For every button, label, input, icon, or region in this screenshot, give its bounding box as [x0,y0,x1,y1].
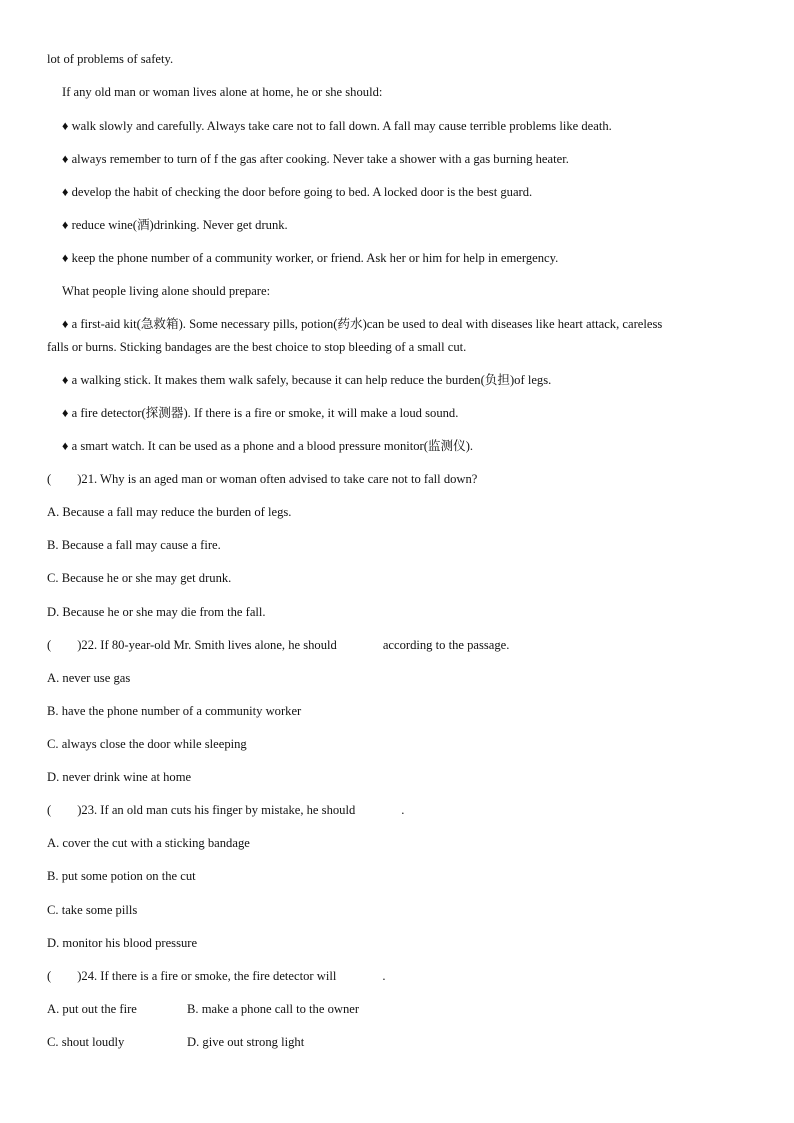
option-a: A. put out the fire [47,1002,137,1016]
question-stem [47,469,477,489]
option-b: B. have the phone number of a community worker [47,704,302,718]
answer-paren-open: ( [47,969,52,983]
option-c: C. shout loudly [47,1035,125,1049]
prepare-item: ♦ a smart watch. It can be used as a phone and a blood pressure monitor(监测仪). [62,439,474,453]
question-text: )21. Why is an aged man or woman often advised to take care not to fall down? [77,472,478,486]
passage-intro-alone: If any old man or woman lives alone at home, he or she should: [62,85,383,99]
should-item: ♦ keep the phone number of a community worker, or friend. Ask her or him for help in emergency. [62,251,559,265]
question-stem [47,635,509,655]
prepare-item: ♦ a first-aid kit(急救箱). Some necessary pills, potion(药水)can be used to deal with diseases like heart attack, careless [62,317,663,331]
options-row [47,999,787,1019]
prepare-item: ♦ a fire detector(探测器). If there is a fire or smoke, it will make a loud sound. [62,406,459,420]
option-d: D. give out strong light [187,1035,305,1049]
option-d: D. monitor his blood pressure [47,936,198,950]
option-b: B. Because a fall may cause a fire. [47,538,221,552]
passage-line: lot of problems of safety. [47,52,174,66]
question-text: )24. If there is a fire or smoke, the fire detector will [77,969,337,983]
option-c: C. take some pills [47,903,138,917]
question-stem [47,966,385,986]
question-text-after-blank: according to the passage. [382,638,510,652]
option-c: C. Because he or she may get drunk. [47,571,232,585]
option-a: A. Because a fall may reduce the burden of legs. [47,505,292,519]
option-a: A. never use gas [47,671,131,685]
option-a: A. cover the cut with a sticking bandage [47,836,250,850]
option-b: B. put some potion on the cut [47,869,196,883]
option-d: D. never drink wine at home [47,770,192,784]
prepare-item: ♦ a walking stick. It makes them walk safely, because it can help reduce the burden(负担)of legs. [62,373,552,387]
prepare-intro: What people living alone should prepare: [62,284,271,298]
question-text-after-blank: . [382,969,386,983]
options-row [47,1032,787,1052]
answer-paren-open: ( [47,472,52,486]
option-d: D. Because he or she may die from the fall. [47,605,266,619]
question-text-after-blank: . [401,803,405,817]
should-item: ♦ develop the habit of checking the door before going to bed. A locked door is the best guard. [62,185,533,199]
answer-paren-open: ( [47,638,52,652]
option-b: B. make a phone call to the owner [187,1002,360,1016]
question-text: )22. If 80-year-old Mr. Smith lives alone, he should [77,638,337,652]
prepare-item-continued: falls or burns. Sticking bandages are the best choice to stop bleeding of a small cut. [47,340,467,354]
should-item: ♦ always remember to turn of f the gas after cooking. Never take a shower with a gas burning heater. [62,152,569,166]
should-item: ♦ walk slowly and carefully. Always take care not to fall down. A fall may cause terrible problems like death. [62,119,612,133]
question-text: )23. If an old man cuts his finger by mistake, he should [77,803,356,817]
question-stem [47,800,404,820]
option-c: C. always close the door while sleeping [47,737,247,751]
should-item: ♦ reduce wine(酒)drinking. Never get drunk. [62,218,288,232]
answer-paren-open: ( [47,803,52,817]
